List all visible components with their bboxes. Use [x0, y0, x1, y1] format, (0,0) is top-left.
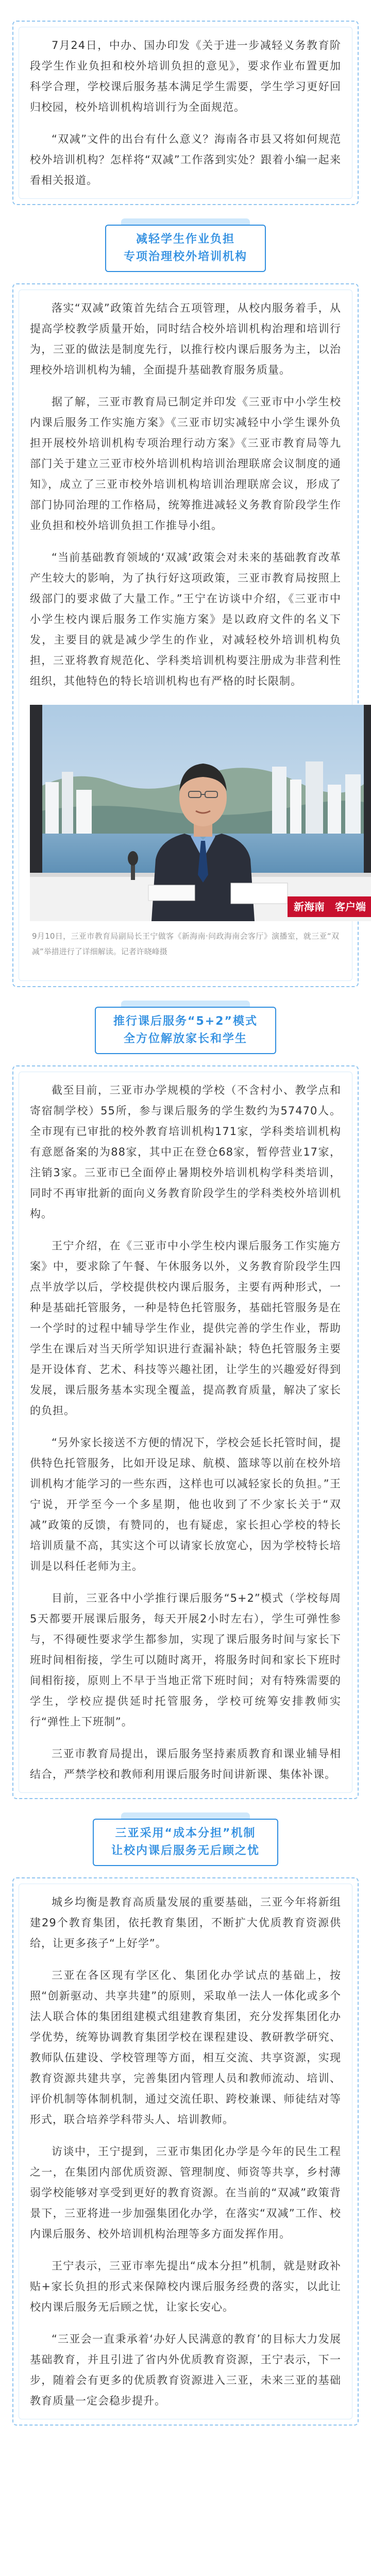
- body-paragraph: 目前，三亚各中小学推行课后服务“5+2”模式（学校每周5天都要开展课后服务，每天开展2小时左右），学生可弹性参与，不得硬性要求学生都参加，实现了课后服务时间与家长下班时间相衔接，学生可以随时离开，将服务时间和家长下班时间相衔接，原则上不早于当地正常下班时间；对有特殊需要的学生，学校应提供延时托管服务，学校可统筹安排教师实行“弹性上下班制”。: [30, 1592, 341, 1728]
- section-heading: [12, 1001, 359, 1050]
- body-paragraph: 城乡均衡是教育高质量发展的重要基础，三亚今年将新组建29个教育集团，依托教育集团，不断扩大优质教育资源供给，让更多孩子“上好学”。: [30, 1896, 341, 1950]
- body-paragraph: 王宁表示，三亚市率先提出“成本分担”机制，就是财政补贴+家长负担的形式来保障校内课后服务经费的落实，以此让校内课后服务无后顾之忧，让家长安心。: [30, 2260, 341, 2313]
- photo-illustration: [30, 705, 371, 921]
- section-heading-label: 推行课后服务“5+2”模式 全方位解放家长和学生: [95, 1007, 276, 1054]
- brand-logo-text: 新海南: [294, 901, 325, 913]
- body-paragraph: 落实“双减”政策首先结合五项管理，从校内服务着手，从提高学校教学质量开始，同时结合校外培训机构治理和培训行为，三亚的做法是制度先行，以推行校内课后服务为主，以治理校外培训机构为辅，全面提升基础教育服务质量。: [30, 302, 341, 376]
- section-heading: [12, 1812, 359, 1862]
- section-heading-label: 三亚采用“成本分担”机制 让校内课后服务无后顾之忧: [93, 1819, 278, 1866]
- body-paragraph: 三亚在各区现有学区化、集团化办学试点的基础上，按照“创新驱动、共享共建”的原则，采取单一法人一体化或多个法人联合体的集团组建模式组建教育集团，充分发挥集团化办学优势，统筹协调教育集团学校在课程建设、教研教学研究、教师队伍建设、学校管理等方面，相互交流、共享资源，实现教育资源共建共享，完善集团内管理人员和教师流动、培训、评价机制等体制机制，通过交流任职、跨校兼课、师徒结对等形式，联合培养学科带头人、培训教师。: [30, 1969, 341, 2126]
- section-heading: [12, 218, 359, 268]
- intro-paragraph: “双减”文件的出台有什么意义？海南各市县又将如何规范校外培训机构？怎样将“双减”工作落到实处？跟着小编一起来看相关报道。: [30, 133, 341, 187]
- body-paragraph: 截至目前，三亚市办学规模的学校（不含村小、教学点和寄宿制学校）55所，参与课后服务的学生数约为57470人。全市现有已审批的校外教育培训机构171家，学科类培训机构有意愿备案的为88家，其中正在登仓68家，暂停营业17家，注销3家。三亚市已全面停止暑期校外培训机构学科类培训，同时不再审批新的面向义务教育阶段学生的学科类校外培训机构。: [30, 1084, 341, 1220]
- section-heading-label: 减轻学生作业负担 专项治理校外培训机构: [105, 225, 266, 272]
- intro-box: [12, 21, 359, 205]
- section-box: [12, 1065, 359, 1799]
- photo-caption: 9月10日，三亚市教育局副局长王宁做客《新海南·问政海南会客厅》演播室，就三亚“双减”举措进行了详细解读。记者许晓峰摄: [32, 931, 339, 956]
- section-box: [12, 1877, 359, 2426]
- body-paragraph: 据了解，三亚市教育局已制定并印发《三亚市中小学生校内课后服务工作实施方案》《三亚市切实减轻中小学生课外负担开展校外培训机构专项治理行动方案》《三亚市教育局等九部门关于建立三亚市校外培训机构培训治理联席会议制度的通知》，成立了三亚市校外培训机构培训治理联席会议，形成了部门协同治理的工作格局，统筹推进减轻义务教育阶段学生作业负担和校外培训负担工作推导小组。: [30, 396, 341, 532]
- brand-logo-sub: 客户端: [335, 901, 366, 913]
- interview-photo: [30, 705, 371, 921]
- body-paragraph: “另外家长接送不方便的情况下，学校会延长托管时间，提供特色托管服务，比如开设足球、航模、篮球等以前在校外培训机构才能学习的一些东西，这样也可以减轻家长的负担。”王宁说，开学至今一个多星期，他也收到了不少家长关于“双减”政策的反馈，有赞同的，也有疑虑，家长担心学校的特长培训质量不高，其实这个可以请家长放宽心，因为学校特长培训是以科任老师为主。: [30, 1436, 341, 1572]
- body-paragraph: 王宁介绍，在《三亚市中小学生校内课后服务工作实施方案》中，要求除了午餐、午休服务以外，义务教育阶段学生四点半放学以后，学校提供校内课后服务，主要有两种形式，一种是基础托管服务，一种是特色托管服务，基础托管服务是在一个学时的过程中辅导学生作业，提供完善的学生作业，帮助学生在课后对当天所学知识进行查漏补缺；特色托管服务主要是开设体育、艺术、科技等兴趣社团，让学生的兴趣爱好得到发展，课后服务基本实现全覆盖，提高教育质量，解决了家长的负担。: [30, 1240, 341, 1417]
- section-box: [12, 283, 366, 987]
- body-paragraph: 访谈中，王宁提到，三亚市集团化办学是今年的民生工程之一，在集团内部优质资源、管理制度、师资等共享，乡村薄弱学校能够对享受到更好的教育资源。在当前的“双减”政策背景下，三亚将进一步加强集团化办学，在落实“双减”工作、校内课后服务、校外培训机构治理等多方面发挥作用。: [30, 2145, 341, 2240]
- body-paragraph: “三亚会一直秉承着‘办好人民满意的教育’的目标大力发展基础教育，并且引进了省内外优质教育资源，王宁表示，下一步，随着会有更多的优质教育资源进入三亚，未来三亚的基础教育质量一定会稳步提升。: [30, 2333, 341, 2407]
- body-paragraph: 三亚市教育局提出，课后服务坚持素质教育和课业辅导相结合，严禁学校和教师利用课后服务时间讲新课、集体补课。: [30, 1748, 341, 1781]
- intro-paragraph: 7月24日，中办、国办印发《关于进一步减轻义务教育阶段学生作业负担和校外培训负担的意见》，要求作业布置更加科学合理，学校课后服务基本满足学生需要，学生学习更好回归校园，校外培训机构培训行为全面规范。: [30, 39, 341, 113]
- body-paragraph: “当前基础教育领域的‘双减’政策会对未来的基础教育改革产生较大的影响，为了执行好这项政策，三亚市教育局按照上级部门的要求做了大量工作。”王宁在访谈中介绍，《三亚市中小学生校内课后服务工作实施方案》是以政府文件的名义下发，主要目的就是减少学生的作业，对减轻校外培训机构负担，三亚将教育规范化、学科类培训机构要注册成为非营利性组织，其他特色的特长培训机构也有严格的时长限制。: [30, 551, 341, 687]
